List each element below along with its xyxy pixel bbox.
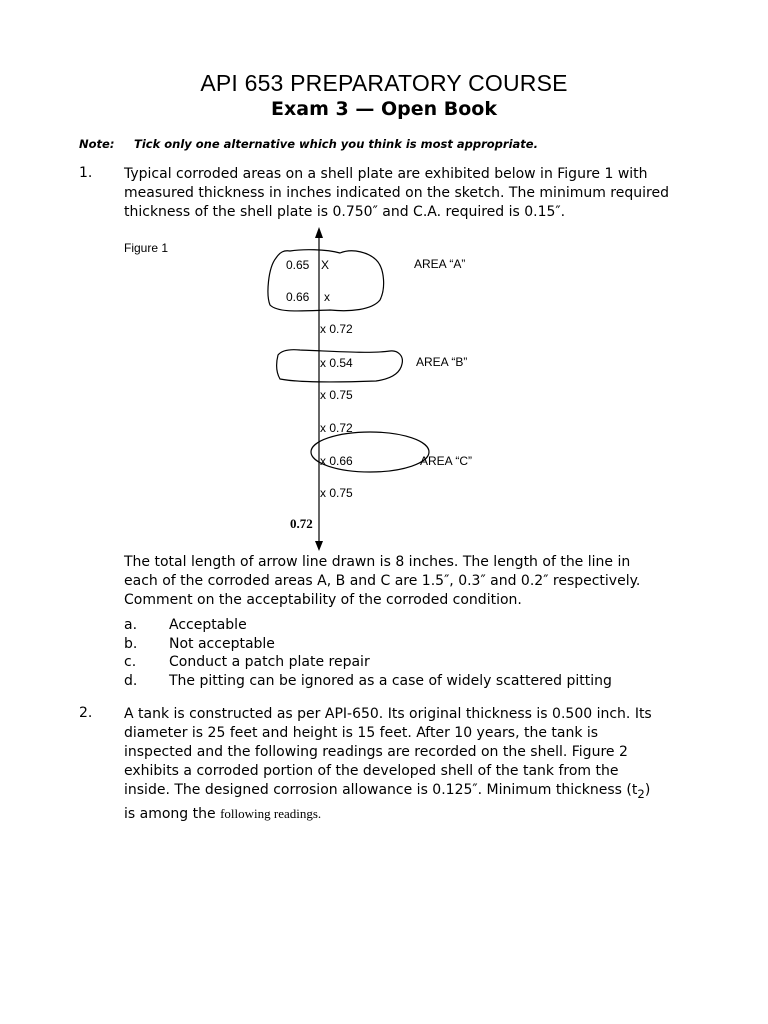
reading-5: x 0.66 [320,454,353,468]
question-2-text [124,705,664,824]
question-2-subscript: 2 [637,786,645,801]
option-b[interactable] [124,635,612,654]
option-a[interactable] [124,616,612,635]
question-2-text-main: A tank is constructed as per API-650. Its original thickness is 0.500 inch. Its diameter is 25 feet and height is 15 feet. After 10 years, the tank is inspected and the following readings are recorded on the shell. Figure 2 exhibits a corroded portion of the developed shell of the tank from the inside. The designed corrosion allowance is 0.125″. Minimum thickness (t [124,706,652,798]
option-label: c. [124,654,137,670]
question-1-number: 1. [79,165,93,181]
reading-1: x 0.72 [320,322,353,336]
reading-4: x 0.72 [320,421,353,435]
reading-a2-value: 0.66 [286,290,310,304]
reading-bottom: 0.72 [290,516,313,531]
reading-a1-value: 0.65 [286,258,310,272]
option-label: a. [124,617,138,633]
option-d[interactable] [124,672,612,691]
option-text: The pitting can be ignored as a case of widely scattered pitting [169,672,612,689]
option-text: Not acceptable [169,635,275,652]
question-2-text-mid: ) is among the [124,782,651,822]
option-label: d. [124,672,138,689]
reading-2: x 0.54 [320,356,353,370]
note-label: Note: [79,137,115,151]
option-text: Conduct a patch plate repair [169,654,370,670]
question-1-followup: The total length of arrow line drawn is 8 inches. The length of the line in each of the corroded areas A, B and C are 1.5″, 0.3″ and 0.2″ respectively. Comment on the acceptability of the corroded condition. [124,554,641,608]
reading-a2-mark: x [324,290,330,304]
area-b-label: AREA “B” [416,355,468,369]
option-c[interactable] [124,653,612,672]
arrow-head-bottom [315,541,323,551]
option-label: b. [124,635,138,652]
area-a-label: AREA “A” [414,257,466,271]
question-1-options [124,616,612,690]
reading-6: x 0.75 [320,486,353,500]
arrow-head-top [315,227,323,238]
reading-a1-mark: X [321,258,330,272]
option-text: Acceptable [169,617,247,633]
reading-3: x 0.75 [320,388,353,402]
page-title: API 653 PREPARATORY COURSE [200,70,568,96]
area-c-label: AREA “C” [420,454,473,468]
question-1-intro: Typical corroded areas on a shell plate are exhibited below in Figure 1 with measured thickness in inches indicated on the sketch. The minimum required thickness of the shell plate is 0.750″ and C.A. required is 0.15″. [124,166,669,220]
figure-1-caption: Figure 1 [124,241,169,255]
question-2-number: 2. [79,705,93,721]
page-subtitle: Exam 3 — Open Book [271,98,497,120]
question-2-text-end: following readings. [220,805,322,821]
note-text: Tick only one alternative which you think is most appropriate. [134,137,538,151]
